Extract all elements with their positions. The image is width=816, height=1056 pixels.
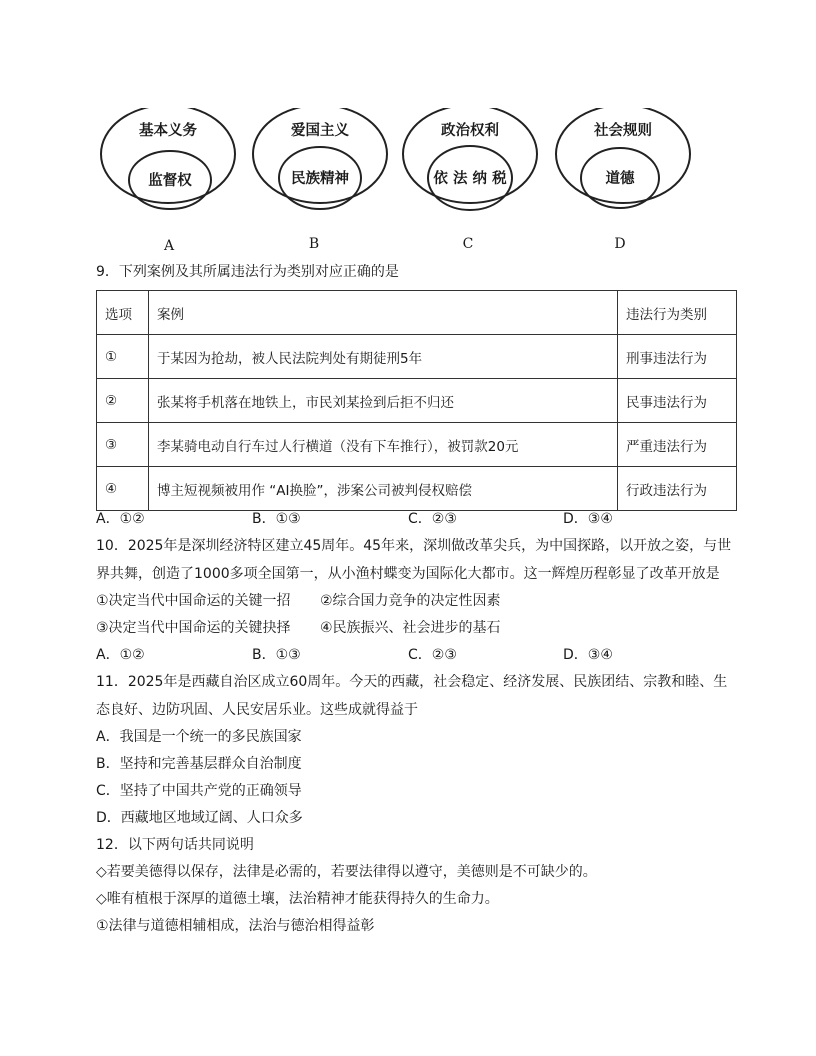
q9-option-b[interactable]: B．①③: [252, 511, 301, 527]
q10-items-row2: [96, 618, 736, 638]
table-cell: 于某因为抢劫，被人民法院判处有期徒刑5年: [149, 335, 618, 379]
q9-options: [96, 509, 736, 529]
q10-item-2: ②综合国力竞争的决定性因素: [320, 593, 501, 609]
table-cell: ④: [97, 467, 149, 511]
table-header-row: [97, 291, 737, 335]
table-cell: 民事违法行为: [618, 379, 737, 423]
table-header-cell: 违法行为类别: [618, 291, 737, 335]
table-row: [97, 423, 737, 467]
q11-choice-c[interactable]: C．坚持了中国共产党的正确领导: [96, 783, 302, 799]
q12-item-1: ①法律与道德相辅相成，法治与德治相得益彰: [96, 918, 375, 934]
q12-stem: 12．以下两句话共同说明: [96, 837, 254, 853]
q9-table: [96, 290, 737, 511]
q11-choice-b[interactable]: B．坚持和完善基层群众自治制度: [96, 756, 302, 772]
q10-stem-line1: 10．2025年是深圳经济特区建立45周年。45年来，深圳做改革尖兵，为中国探路，以开放之姿，与世: [96, 538, 732, 554]
table-row: [97, 335, 737, 379]
q10-items-row1: [96, 591, 736, 611]
q10-item-1: ①决定当代中国命运的关键一招: [96, 593, 291, 609]
venn-d: [556, 108, 690, 252]
venn-d-inner-label: 道德: [605, 171, 635, 187]
table-cell: 严重违法行为: [618, 423, 737, 467]
q10-option-a[interactable]: A．①②: [96, 647, 145, 663]
table-cell: ②: [97, 379, 149, 423]
table-cell: 李某骑电动自行车过人行横道（没有下车推行），被罚款20元: [149, 423, 618, 467]
venn-diagram-row: [96, 108, 716, 258]
venn-d-outer-label: 社会规则: [594, 123, 652, 139]
q9-option-c[interactable]: C．②③: [408, 511, 457, 527]
table-cell: 刑事违法行为: [618, 335, 737, 379]
q10-option-c[interactable]: C．②③: [408, 647, 457, 663]
q10-item-4: ④民族振兴、社会进步的基石: [320, 620, 501, 636]
table-header-cell: 案例: [149, 291, 618, 335]
q10-stem-line2: 界共舞，创造了1000多项全国第一，从小渔村蝶变为国际化大都市。这一辉煌历程彰显了改革开放是: [96, 566, 720, 582]
venn-c-outer-label: 政治权利: [441, 123, 499, 139]
table-cell: ③: [97, 423, 149, 467]
venn-a-letter: A: [163, 238, 175, 254]
venn-c-letter: C: [462, 236, 474, 252]
table-header-cell: 选项: [97, 291, 149, 335]
q10-option-b[interactable]: B．①③: [252, 647, 301, 663]
venn-a: [101, 108, 235, 254]
q11-stem-line1: 11．2025年是西藏自治区成立60周年。今天的西藏，社会稳定、经济发展、民族团结、宗教和睦、生: [96, 674, 728, 690]
table-cell: 行政违法行为: [618, 467, 737, 511]
table-cell: 博主短视频被用作 “AI换脸”，涉案公司被判侵权赔偿: [149, 467, 618, 511]
q10-item-3: ③决定当代中国命运的关键抉择: [96, 620, 291, 636]
q9-option-a[interactable]: A．①②: [96, 511, 145, 527]
venn-b-letter: B: [308, 236, 320, 252]
table-cell: 张某将手机落在地铁上，市民刘某捡到后拒不归还: [149, 379, 618, 423]
q12-quote-2: ◇唯有植根于深厚的道德土壤，法治精神才能获得持久的生命力。: [96, 891, 499, 907]
q9-option-d[interactable]: D．③④: [563, 511, 613, 527]
q11-choice-a[interactable]: A．我国是一个统一的多民族国家: [96, 729, 302, 745]
venn-b-inner-label: 民族精神: [291, 171, 349, 187]
venn-a-outer-label: 基本义务: [139, 123, 197, 139]
venn-c-inner-label: 依 法 纳 税: [433, 171, 507, 187]
venn-b-outer-label: 爱国主义: [291, 123, 349, 139]
venn-d-letter: D: [614, 236, 626, 252]
q10-option-d[interactable]: D．③④: [563, 647, 613, 663]
venn-c: [403, 108, 537, 252]
q12-quote-1: ◇若要美德得以保存，法律是必需的，若要法律得以遵守，美德则是不可缺少的。: [96, 864, 597, 880]
q11-choice-d[interactable]: D．西藏地区地域辽阔、人口众多: [96, 810, 303, 826]
table-cell: ①: [97, 335, 149, 379]
q9-stem: 9．下列案例及其所属违法行为类别对应正确的是: [96, 264, 399, 280]
table-row: [97, 379, 737, 423]
venn-a-inner-label: 监督权: [148, 173, 192, 189]
q11-stem-line2: 态良好、边防巩固、人民安居乐业。这些成就得益于: [96, 702, 418, 718]
table-row: [97, 467, 737, 511]
venn-b: [253, 108, 387, 252]
q10-options: [96, 645, 736, 665]
